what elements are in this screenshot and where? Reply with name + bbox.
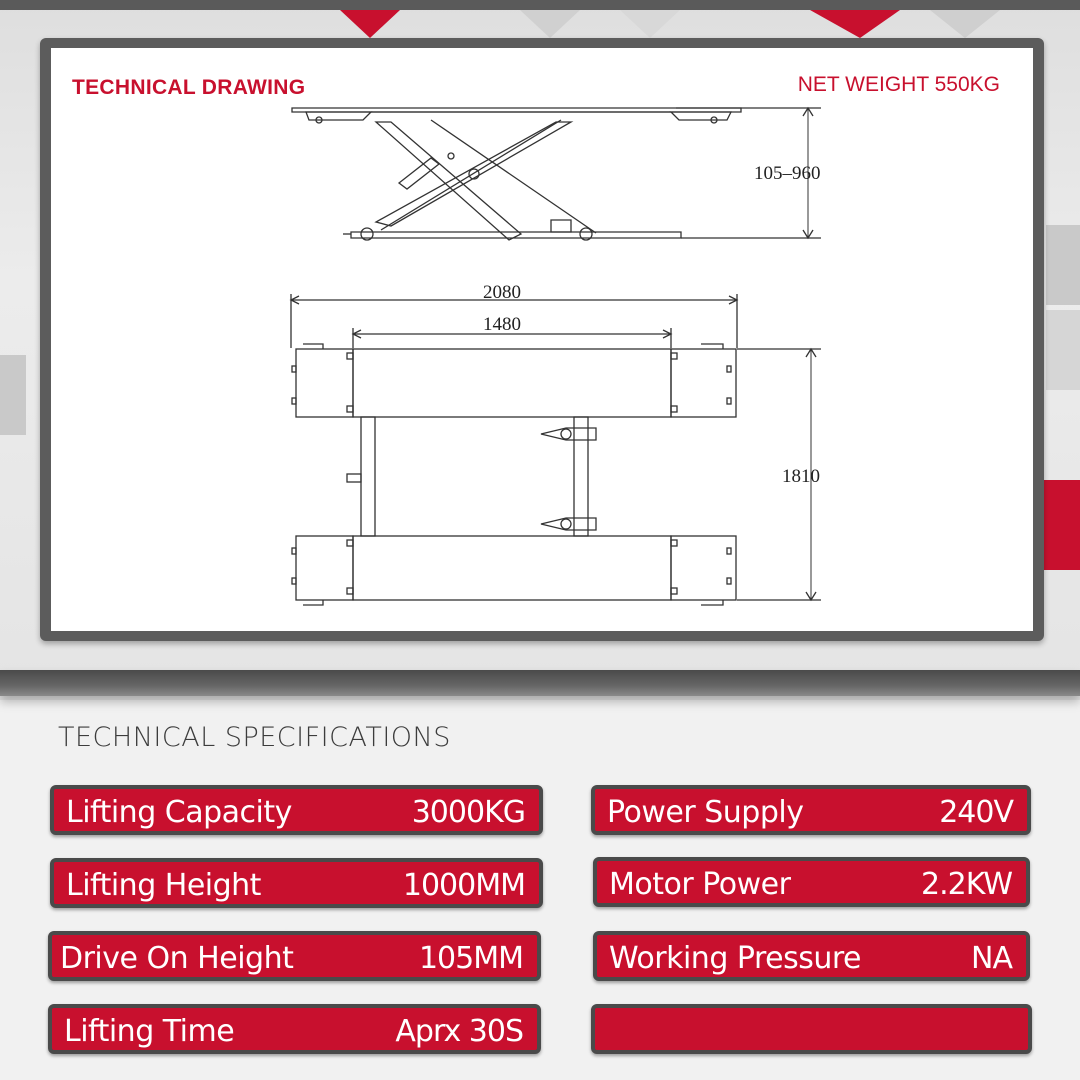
- spec-power-supply: [591, 785, 1031, 835]
- drawing-paper: [51, 48, 1033, 631]
- background-triangles: [0, 0, 1080, 40]
- left-gray-block: [0, 355, 26, 435]
- spec-lifting-height: [50, 858, 543, 908]
- spec-value: 240V: [939, 795, 1013, 830]
- drawing-title: TECHNICAL DRAWING: [72, 76, 306, 99]
- spec-label: Motor Power: [609, 867, 791, 902]
- spec-motor-power: [593, 857, 1030, 907]
- drawing-frame: [40, 38, 1044, 641]
- spec-value: 1000MM: [402, 868, 525, 903]
- spec-label: Drive On Height: [60, 941, 294, 976]
- spec-value: 2.2KW: [921, 867, 1012, 902]
- top-view-lift: [291, 294, 737, 605]
- red-accent-wedge: [1040, 480, 1080, 570]
- net-weight-label: NET WEIGHT 550KG: [797, 73, 1000, 96]
- side-view-lift: [292, 108, 741, 240]
- spec-label: Working Pressure: [609, 941, 861, 976]
- technical-drawing: [51, 48, 1033, 631]
- spec-lifting-time: [48, 1004, 541, 1054]
- spec-lifting-capacity: [50, 785, 543, 835]
- spec-label: Lifting Time: [64, 1014, 235, 1049]
- spec-value: 105MM: [418, 941, 523, 976]
- platform-length-label: 1480: [483, 314, 521, 335]
- spec-heading: TECHNICAL SPECIFICATIONS: [58, 722, 451, 753]
- right-gray-block-2: [1046, 310, 1080, 390]
- spec-empty: [591, 1004, 1032, 1054]
- spec-label: Lifting Capacity: [66, 795, 292, 830]
- spec-label: Power Supply: [607, 795, 804, 830]
- spec-value: Aprx 30S: [395, 1014, 523, 1049]
- right-gray-block: [1046, 225, 1080, 305]
- spec-working-pressure: [593, 931, 1030, 981]
- spec-drive-on-height: [48, 931, 541, 981]
- spec-label: Lifting Height: [66, 868, 261, 903]
- overall-width-label: 1810: [782, 466, 820, 487]
- bottom-divider-bar: [0, 670, 1080, 696]
- overall-length-label: 2080: [483, 282, 521, 303]
- height-range-label: 105–960: [754, 163, 821, 184]
- spec-value: 3000KG: [411, 795, 525, 830]
- spec-value: NA: [971, 941, 1012, 976]
